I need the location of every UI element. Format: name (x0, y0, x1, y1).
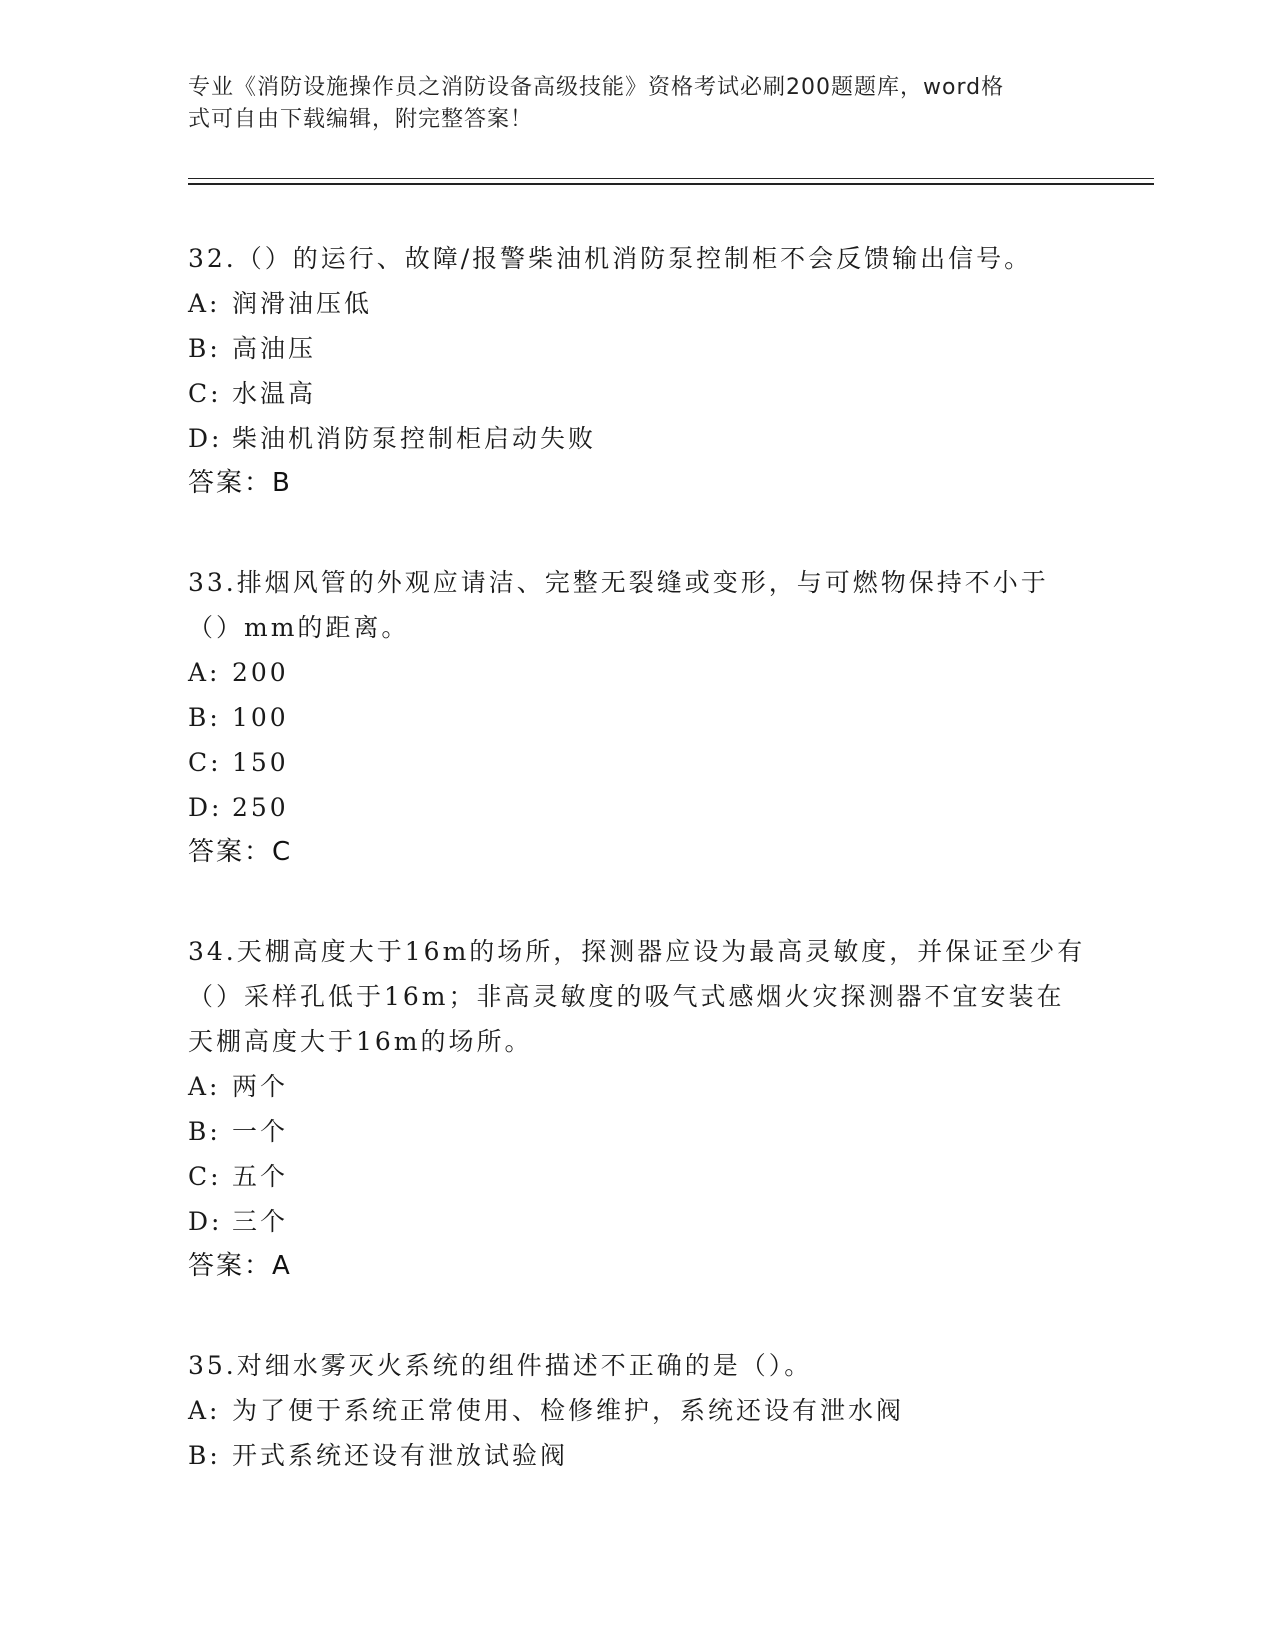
document-header (188, 72, 1088, 136)
answer-line: 答案：A (188, 1251, 292, 1281)
option-text: 水温高 (232, 379, 317, 408)
option-text: 高油压 (232, 334, 317, 363)
question-list (188, 236, 1088, 1478)
option-c (188, 740, 1088, 785)
option-label: A: (188, 289, 221, 318)
option-d (188, 785, 1088, 830)
header-intro-line-2: 式可自由下载编辑，附完整答案！ (188, 107, 534, 132)
option-label: D: (188, 793, 223, 822)
option-label: A: (188, 1072, 221, 1101)
option-a (188, 281, 1088, 326)
header-divider-thick (188, 183, 1154, 185)
option-text: 柴油机消防泵控制柜启动失败 (232, 424, 597, 453)
question-stem: 34.天棚高度大于16m的场所，探测器应设为最高灵敏度，并保证至少有（）采样孔低于16m；非高灵敏度的吸气式感烟火灾探测器不宜安装在天棚高度大于16m的场所。 (188, 937, 1086, 1056)
option-label: D: (188, 1207, 223, 1236)
answer-line: 答案：C (188, 837, 293, 867)
option-text: 150 (232, 748, 289, 777)
option-text: 250 (232, 793, 289, 822)
question-32 (188, 236, 1088, 506)
option-label: D: (188, 424, 223, 453)
question-33 (188, 560, 1088, 875)
header-intro-line-1: 专业《消防设施操作员之消防设备高级技能》资格考试必刷200题题库，word格 (188, 75, 1005, 100)
option-c (188, 1154, 1088, 1199)
question-stem: 35.对细水雾灭火系统的组件描述不正确的是（）。 (188, 1351, 813, 1380)
header-divider-thin (188, 178, 1154, 179)
option-text: 润滑油压低 (232, 289, 373, 318)
option-b (188, 326, 1088, 371)
option-label: B: (188, 334, 221, 363)
option-b (188, 1433, 1088, 1478)
answer-line: 答案：B (188, 468, 292, 498)
question-stem: 32.（）的运行、故障/报警柴油机消防泵控制柜不会反馈输出信号。 (188, 244, 1033, 273)
option-label: B: (188, 703, 221, 732)
option-text: 为了便于系统正常使用、检修维护，系统还设有泄水阀 (232, 1396, 905, 1425)
option-c (188, 371, 1088, 416)
option-text: 开式系统还设有泄放试验阀 (232, 1441, 569, 1470)
option-text: 一个 (232, 1117, 289, 1146)
option-text: 100 (232, 703, 289, 732)
option-text: 两个 (232, 1072, 289, 1101)
option-label: C: (188, 748, 222, 777)
option-label: A: (188, 1396, 221, 1425)
option-d (188, 416, 1088, 461)
question-34 (188, 929, 1088, 1289)
question-stem: 33.排烟风管的外观应请洁、完整无裂缝或变形，与可燃物保持不小于（）mm的距离。 (188, 568, 1049, 642)
option-d (188, 1199, 1088, 1244)
option-a (188, 1388, 1088, 1433)
option-text: 200 (232, 658, 289, 687)
option-label: B: (188, 1441, 221, 1470)
option-text: 三个 (232, 1207, 289, 1236)
option-a (188, 650, 1088, 695)
option-b (188, 695, 1088, 740)
option-label: A: (188, 658, 221, 687)
option-label: C: (188, 1162, 222, 1191)
option-a (188, 1064, 1088, 1109)
option-b (188, 1109, 1088, 1154)
option-label: B: (188, 1117, 221, 1146)
question-35 (188, 1343, 1088, 1478)
option-label: C: (188, 379, 222, 408)
option-text: 五个 (232, 1162, 289, 1191)
